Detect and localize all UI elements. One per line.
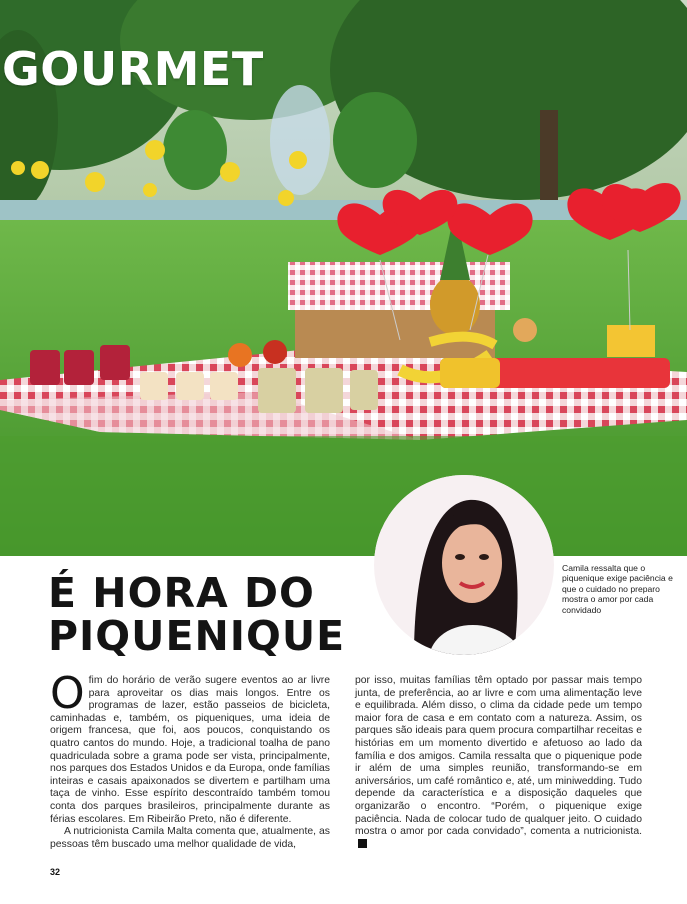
portrait-illustration — [374, 475, 554, 655]
headline-line-2: PIQUENIQUE — [48, 612, 346, 660]
article-paragraph — [50, 668, 330, 826]
article-headline — [48, 569, 378, 660]
end-of-article-icon — [358, 839, 367, 848]
drop-cap: O — [50, 668, 85, 719]
section-label: GOURMET — [2, 42, 264, 96]
photo-caption: Camila ressalta que o piquenique exige paciência e que o cuidado no preparo mostra o amor por cada convidado — [562, 563, 673, 615]
article-paragraph: A nutricionista Camila Malta comenta que, atualmente, as pessoas têm buscado uma melhor qualidade de vida, — [50, 826, 330, 850]
article-column-2 — [355, 675, 642, 851]
article-paragraph — [355, 675, 642, 851]
paragraph-text: por isso, muitas famílias têm optado por passar mais tempo junta, de preferência, ao ar livre e com uma alimentação leve e equilibrada. Além disso, o clima da cidade pede um tempo maior fora de casa e em contato com a natureza. Assim, os parques são ideais para quem procura compartilhar receitas e histórias em um momento divertido e afetuoso ao lado da família e dos amigos. Camila ressalta que o piquenique pode ir além de uma simples reunião, transformando-se em aniversários, um café romântico e, até, um miniwedding. Tudo depende da característica e a disposição daqueles que organizarão o encontro. “Porém, o piquenique exige paciência. Nada de colocar tudo de qualquer jeito. O cuidado mostra o amor por cada convidado”, comenta a nutricionista. — [355, 675, 642, 838]
page-number: 32 — [50, 867, 61, 877]
headline-line-1: É HORA DO — [48, 569, 315, 617]
portrait-photo — [374, 475, 554, 655]
article-column-1 — [50, 668, 330, 851]
paragraph-text: fim do horário de verão sugere eventos ao ar livre para aproveitar os dias mais longos. Entre os programas de lazer, estão passeios de bicicleta, caminhadas e, também, os piqueniques, uma ideia de origem francesa, que foi, aos poucos, conquistando os quatro cantos do mundo. Hoje, a tradicional toalha de pano quadriculada sobre a grama pode ser vista, principalmente, nos parques dos Estados Unidos e da Europa, onde famílias inteiras e casais apaixonados se divertem e partilham uma taça de vinho. Esse espírito descontraído também tomou conta dos parques brasileiros, principalmente durante as férias escolares. Em Ribeirão Preto, não é diferente. — [50, 675, 330, 825]
